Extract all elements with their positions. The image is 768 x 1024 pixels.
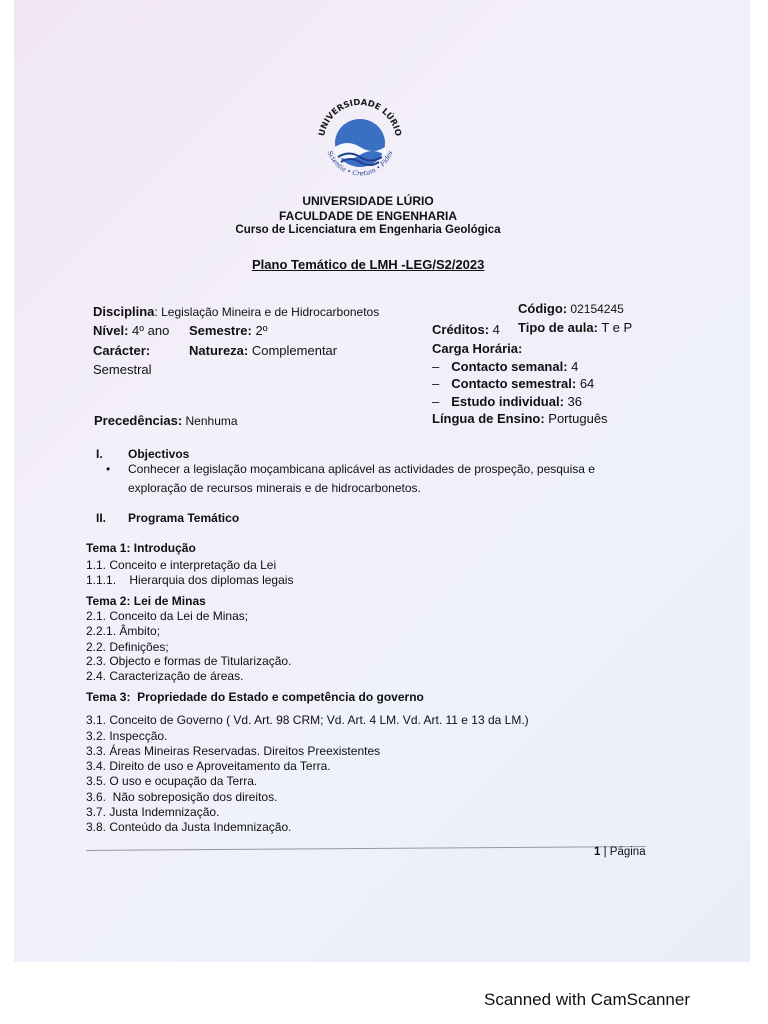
bullet-icon: • <box>106 462 111 476</box>
disciplina-row <box>93 304 379 319</box>
tipo-value: T e P <box>597 320 633 335</box>
camscanner-watermark: Scanned with CamScanner <box>483 990 690 1009</box>
section-1-title: Objectivos <box>128 447 190 461</box>
list-item: 2.3. Objecto e formas de Titularização. <box>86 654 292 668</box>
lingua-label: Língua de Ensino: <box>432 411 545 426</box>
disciplina-value: : Legislação Mineira e de Hidrocarbonetos <box>154 305 380 319</box>
dash: – <box>432 394 440 409</box>
semestre-value: 2º <box>251 323 268 338</box>
estudo-individual-row <box>432 394 582 409</box>
nivel-label: Nível: <box>93 323 129 338</box>
logo-motto: Scientia • Cretum • Fides <box>325 149 395 178</box>
plan-title: Plano Temático de LMH -LEG/S2/2023 <box>252 257 485 272</box>
disciplina-label: Disciplina <box>93 304 155 319</box>
semestral-label: Contacto semestral: <box>451 376 577 391</box>
list-item: 3.6. Não sobreposição dos direitos. <box>86 790 278 804</box>
list-item: 3.7. Justa Indemnização. <box>86 805 220 819</box>
tema-1-title: Tema 1: Introdução <box>86 541 196 555</box>
section-1-number: I. <box>96 447 103 461</box>
tipo-row <box>518 320 632 335</box>
semestre-row <box>189 323 267 338</box>
list-item: 3.1. Conceito de Governo ( Vd. Art. 98 CRM; Vd. Art. 4 LM. Vd. Art. 11 e 13 da LM.) <box>86 713 529 727</box>
logo-arc-text: UNIVERSIDADE LÚRIO <box>317 97 403 138</box>
page-label: | Página <box>600 846 646 858</box>
page-number: 1 <box>594 846 601 858</box>
dash: – <box>432 359 440 374</box>
list-item: 2.4. Caracterização de áreas. <box>86 669 244 683</box>
natureza-label: Natureza: <box>189 343 249 358</box>
semestral-value: 64 <box>576 376 595 391</box>
tema-3-title: Tema 3: Propriedade do Estado e competência do governo <box>86 690 424 704</box>
course-name: Curso de Licenciatura em Engenharia Geológica <box>235 224 501 236</box>
list-item: 2.1. Conceito da Lei de Minas; <box>86 609 249 623</box>
semestre-label: Semestre: <box>189 323 252 338</box>
carga-horaria-label: Carga Horária: <box>432 341 523 356</box>
list-item: 1.1.1. Hierarquia dos diplomas legais <box>86 573 294 587</box>
contacto-semanal-row <box>432 359 578 374</box>
lingua-row <box>432 411 608 426</box>
list-item: 3.2. Inspecção. <box>86 729 168 743</box>
nivel-value: 4º ano <box>128 323 170 338</box>
section-2-title: Programa Temático <box>128 511 240 525</box>
list-item: 3.5. O uso e ocupação da Terra. <box>86 774 258 788</box>
individual-value: 36 <box>563 394 582 409</box>
semanal-value: 4 <box>567 359 579 374</box>
creditos-row <box>432 322 500 337</box>
list-item: 3.3. Áreas Mineiras Reservadas. Direitos Preexistentes <box>86 744 381 758</box>
natureza-row <box>189 343 337 358</box>
codigo-value: 02154245 <box>567 302 624 316</box>
tipo-label: Tipo de aula: <box>518 320 598 335</box>
creditos-value: 4 <box>489 322 500 337</box>
semanal-label: Contacto semanal: <box>451 359 568 374</box>
list-item: 2.2.1. Âmbito; <box>86 624 161 638</box>
contacto-semestral-row <box>432 376 594 391</box>
natureza-value: Complementar <box>248 343 338 358</box>
page-footer <box>594 846 646 858</box>
nivel-row <box>93 323 169 338</box>
precedencias-label: Precedências: <box>94 413 183 428</box>
lingua-value: Português <box>544 411 608 426</box>
list-item: 3.8. Conteúdo da Justa Indemnização. <box>86 820 292 834</box>
individual-label: Estudo individual: <box>451 394 564 409</box>
dash: – <box>432 376 440 391</box>
precedencias-value: Nenhuma <box>182 414 238 428</box>
tema-2-title: Tema 2: Lei de Minas <box>86 594 206 608</box>
caracter-label: Carácter: <box>93 343 151 358</box>
list-item: 3.4. Direito de uso e Aproveitamento da Terra. <box>86 759 331 773</box>
creditos-label: Créditos: <box>432 322 490 337</box>
caracter-value: Semestral <box>93 362 152 377</box>
list-item: 1.1. Conceito e interpretação da Lei <box>86 558 277 572</box>
university-logo <box>310 95 410 190</box>
university-name: UNIVERSIDADE LÚRIO <box>302 194 434 208</box>
section-2-number: II. <box>96 511 107 525</box>
faculty-name: FACULDADE DE ENGENHARIA <box>278 209 457 223</box>
codigo-label: Código: <box>518 301 568 316</box>
objective-line-1: Conhecer a legislação moçambicana aplicável as actividades de prospeção, pesquisa e <box>128 462 595 476</box>
list-item: 2.2. Definições; <box>86 640 169 654</box>
objective-line-2: exploração de recursos minerais e de hidrocarbonetos. <box>128 481 421 495</box>
codigo-row <box>518 301 624 316</box>
precedencias-row <box>94 413 238 428</box>
